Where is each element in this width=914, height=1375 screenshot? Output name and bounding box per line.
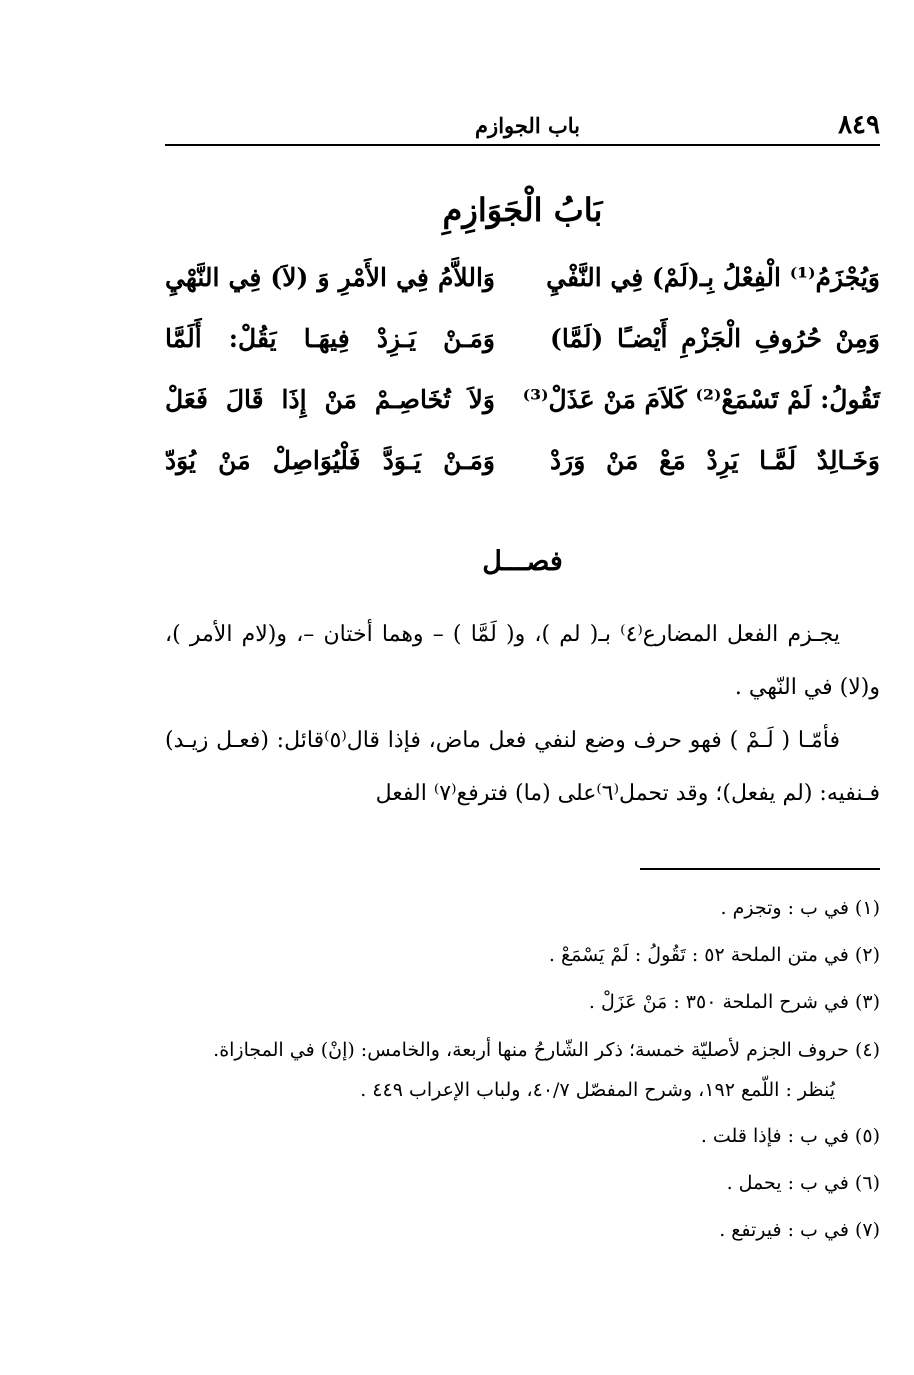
verse-line: [165, 250, 880, 311]
verse-second-hemistich: وَلاَ تُخَاصِـمْ مَنْ إِذَا قَالَ فَعَلْ: [165, 385, 495, 414]
footnote: (٢) في متن الملحة ٥٢ : تَقُولُ : لَمْ يَسْمَعْ .: [548, 944, 880, 966]
section-title: فصـــل: [482, 546, 563, 577]
paragraph: يجـزم الفعل المضارع⁽٤⁾ بـ( لم )، و( لَمَّا ) – وهما أختان –، و(لام الأمر )، و(لا) في النّهي .: [165, 622, 880, 700]
footnote: (٦) في ب : يحمل .: [726, 1172, 880, 1194]
footnote: (٧) في ب : فيرتفع .: [719, 1219, 880, 1241]
page-number: ٨٤٩: [838, 110, 880, 140]
footnote: (١) في ب : وتجزم .: [720, 897, 880, 919]
footnotes: [165, 885, 880, 1254]
verse-first-hemistich: وَيُجْزَمُ⁽¹⁾ الْفِعْلُ بِـ(لَمْ) فِي النَّفْيِ: [546, 263, 880, 292]
footnote-divider: [640, 868, 880, 870]
verse-line: [165, 433, 880, 494]
page-header: [165, 110, 880, 146]
chapter-title: بَابُ الْجَوَازِمِ: [442, 191, 603, 229]
verse-line: [165, 311, 880, 372]
poem-verses: [165, 250, 880, 494]
verse-second-hemistich: وَمَـنْ يَـزِدْ فِيهَـا يَقُلْ: أَلَمَّا: [165, 324, 495, 353]
verse-second-hemistich: وَمَـنْ يَـوَدَّ فَلْيُوَاصِلْ مَنْ يُوَدّ: [165, 446, 495, 475]
body-text: [165, 608, 880, 820]
footnote-continuation: يُنظر : اللّمع ١٩٢، وشرح المفصّل ٤٠/٧، ولباب الإعراب ٤٤٩ .: [360, 1079, 835, 1101]
verse-first-hemistich: وَمِنْ حُرُوفِ الْجَزْمِ أَيْضـًا (لَمَّا): [550, 324, 880, 353]
verse-line: [165, 372, 880, 433]
verse-first-hemistich: وَخَـالِدٌ لَمَّـا يَرِدْ مَعْ مَنْ وَرَدْ: [550, 446, 880, 475]
footnote: (٥) في ب : فإذا قلت .: [700, 1125, 880, 1147]
running-title: باب الجوازم: [475, 113, 580, 138]
verse-first-hemistich: تَقُولُ: لَمْ تَسْمَعْ⁽²⁾ كَلاَمَ مَنْ عَذَلْ⁽³⁾: [522, 385, 880, 414]
paragraph: فأمّـا ( لَـمْ ) فهو حرف وضع لنفي فعل ماض، فإذا قال⁽٥⁾قائل: (فعـل زيـد) فـنفيه: (لم يفعل)؛ وقد تحمل⁽٦⁾على (ما) فترفع⁽٧⁾ الفعل: [165, 728, 880, 806]
footnote: (٣) في شرح الملحة ٣٥٠ : مَنْ عَزَلْ .: [588, 991, 880, 1013]
footnote: (٤) حروف الجزم لأصليّة خمسة؛ ذكر الشّارحُ منها أربعة، والخامس: (إنْ) في المجازاة.: [213, 1039, 880, 1061]
verse-second-hemistich: وَاللاَّمُ فِي الأَمْرِ وَ (لاَ) فِي النَّهْيِ: [165, 263, 495, 292]
